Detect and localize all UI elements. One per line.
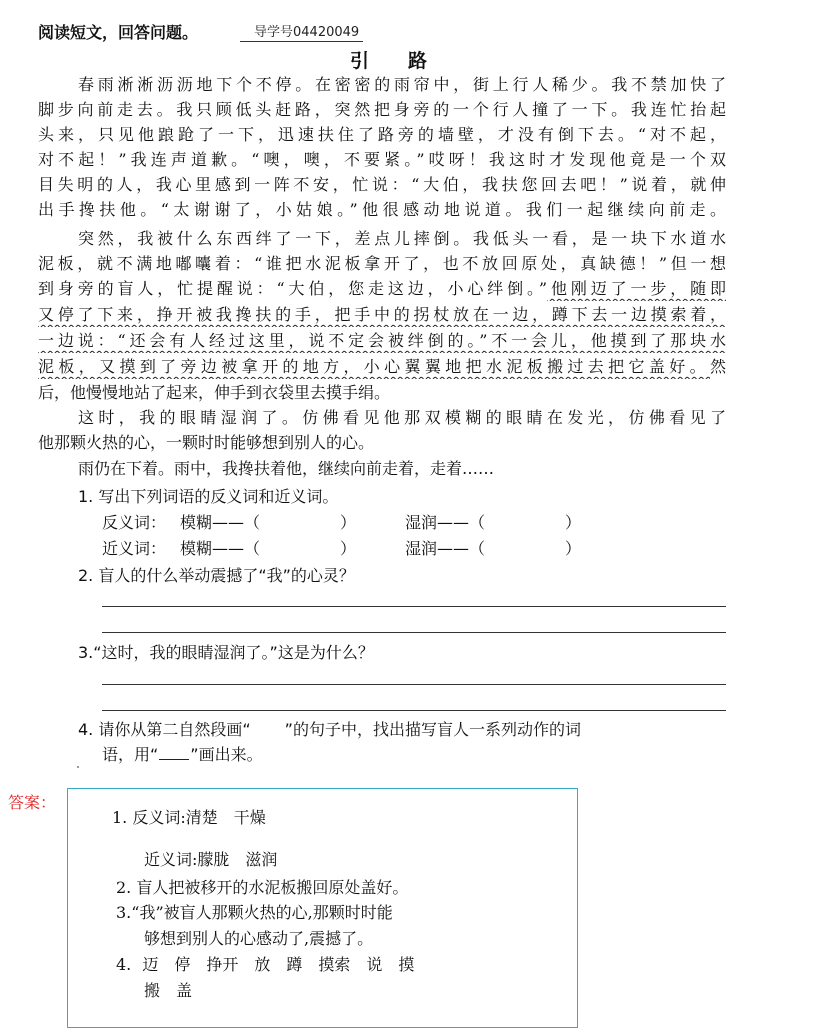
wavy-underlined-sentence: 又停了下来，挣开被我搀扶的手，把手中的拐杖放在一边，蹲下去一边摸索着， xyxy=(38,305,726,324)
exercise-instruction: 阅读短文，回答问题。 xyxy=(38,23,199,42)
paragraph-2-line xyxy=(38,302,726,327)
wavy-underlined-sentence: 他刚迈了一步，随即 xyxy=(547,279,726,298)
answer-line xyxy=(102,632,726,633)
guide-number: 导学号04420049 xyxy=(240,21,363,42)
synonym-close-a: ） xyxy=(340,539,357,558)
paragraph-1-line: 出手搀扶他。“太谢谢了，小姑娘。”他很感动地说道。我们一起继续向前走。 xyxy=(38,200,726,219)
answer-3-line: 3.“我”被盲人那颗火热的心,那颗时时能 xyxy=(116,903,393,922)
plain-text: 到身旁的盲人，忙提醒说：“大伯，您走这边，小心绊倒。” xyxy=(38,279,548,298)
answer-4-line: 搬 盖 xyxy=(144,981,193,1000)
antonym-word-a: 模糊——（ xyxy=(180,513,261,532)
answer-3-line: 够想到别人的心感动了,震撼了。 xyxy=(144,929,374,948)
question-text: ”画出来。 xyxy=(190,745,263,764)
answer-line xyxy=(102,710,726,711)
paragraph-2-line: 突然，我被什么东西绊了一下，差点儿摔倒。我低头一看，是一块下水道水 xyxy=(78,229,726,248)
synonym-label: 近义词： xyxy=(102,539,167,558)
paragraph-1-line: 对不起！”我连声道歉。“噢，噢，不要紧。”哎呀！我这时才发现他竟是一个双 xyxy=(38,150,726,169)
paragraph-2-line: 后，他慢慢地站了起来，伸手到衣袋里去摸手绢。 xyxy=(38,383,391,402)
paragraph-2-line: 泥板，就不满地嘟囔着：“谁把水泥板拿开了，也不放回原处，真缺德！”但一想 xyxy=(38,254,726,273)
antonym-close-a: ） xyxy=(340,513,357,532)
answer-label: 答案： xyxy=(8,793,57,812)
plain-text: 然 xyxy=(709,357,726,376)
paragraph-2-line xyxy=(38,328,726,353)
paragraph-1-line: 头来，只见他踉跄了一下，迅速扶住了路旁的墙壁，才没有倒下去。“对不起， xyxy=(38,125,726,144)
wavy-underlined-sentence: 一边说：“还会有人经过这里，说不定会被绊倒的。”不一会儿，他摸到了那块水 xyxy=(38,331,726,350)
answer-1-synonym: 近义词:朦胧 滋润 xyxy=(144,850,278,869)
question-text: 4. 请你从第二自然段画“ xyxy=(78,720,251,739)
question-3: 3.“这时，我的眼睛湿润了。”这是为什么？ xyxy=(78,643,374,662)
straight-line-marker xyxy=(159,745,189,760)
synonym-word-b: 湿润——（ xyxy=(405,539,486,558)
synonym-word-a: 模糊——（ xyxy=(180,539,261,558)
antonym-word-b: 湿润——（ xyxy=(405,513,486,532)
question-4-line xyxy=(78,717,581,740)
question-4-line xyxy=(102,742,263,765)
stray-mark xyxy=(77,766,79,768)
paragraph-4-line: 雨仍在下着。雨中，我搀扶着他，继续向前走着，走着…… xyxy=(78,459,495,478)
answer-4-line: 4. 迈 停 挣开 放 蹲 摸索 说 摸 xyxy=(116,955,415,974)
paragraph-1-line: 脚步向前走去。我只顾低头赶路，突然把身旁的一个行人撞了一下。我连忙抬起 xyxy=(38,100,726,119)
antonym-label: 反义词： xyxy=(102,513,167,532)
paragraph-3-line: 这时，我的眼睛湿润了。仿佛看见他那双模糊的眼睛在发光，仿佛看见了 xyxy=(78,408,726,427)
question-text: 语，用“ xyxy=(102,745,159,764)
antonym-close-b: ） xyxy=(565,513,582,532)
answer-line xyxy=(102,606,726,607)
paragraph-1-line: 目失明的人，我心里感到一阵不安，忙说：“大伯，我扶您回去吧！”说着，就伸 xyxy=(38,175,726,194)
question-2: 2. 盲人的什么举动震撼了“我”的心灵？ xyxy=(78,566,355,585)
question-text: ”的句子中，找出描写盲人一系列动作的词 xyxy=(284,720,581,739)
paragraph-3-line: 他那颗火热的心，一颗时时能够想到别人的心。 xyxy=(38,433,375,452)
paragraph-1-line: 春雨淅淅沥沥地下个不停。在密密的雨帘中，街上行人稀少。我不禁加快了 xyxy=(78,75,726,94)
answer-2: 2. 盲人把被移开的水泥板搬回原处盖好。 xyxy=(116,878,409,897)
answer-line xyxy=(102,684,726,685)
answer-1-antonym: 1. 反义词:清楚 干燥 xyxy=(112,808,266,827)
question-1: 1. 写出下列词语的反义词和近义词。 xyxy=(78,487,339,506)
paragraph-2-line xyxy=(38,276,726,301)
synonym-close-b: ） xyxy=(565,539,582,558)
wavy-line-marker xyxy=(251,720,285,734)
wavy-underlined-sentence: 泥板，又摸到了旁边被拿开的地方，小心翼翼地把水泥板搬过去把它盖好。 xyxy=(38,357,710,376)
passage-title: 引 路 xyxy=(350,50,438,72)
paragraph-2-line xyxy=(38,354,726,379)
